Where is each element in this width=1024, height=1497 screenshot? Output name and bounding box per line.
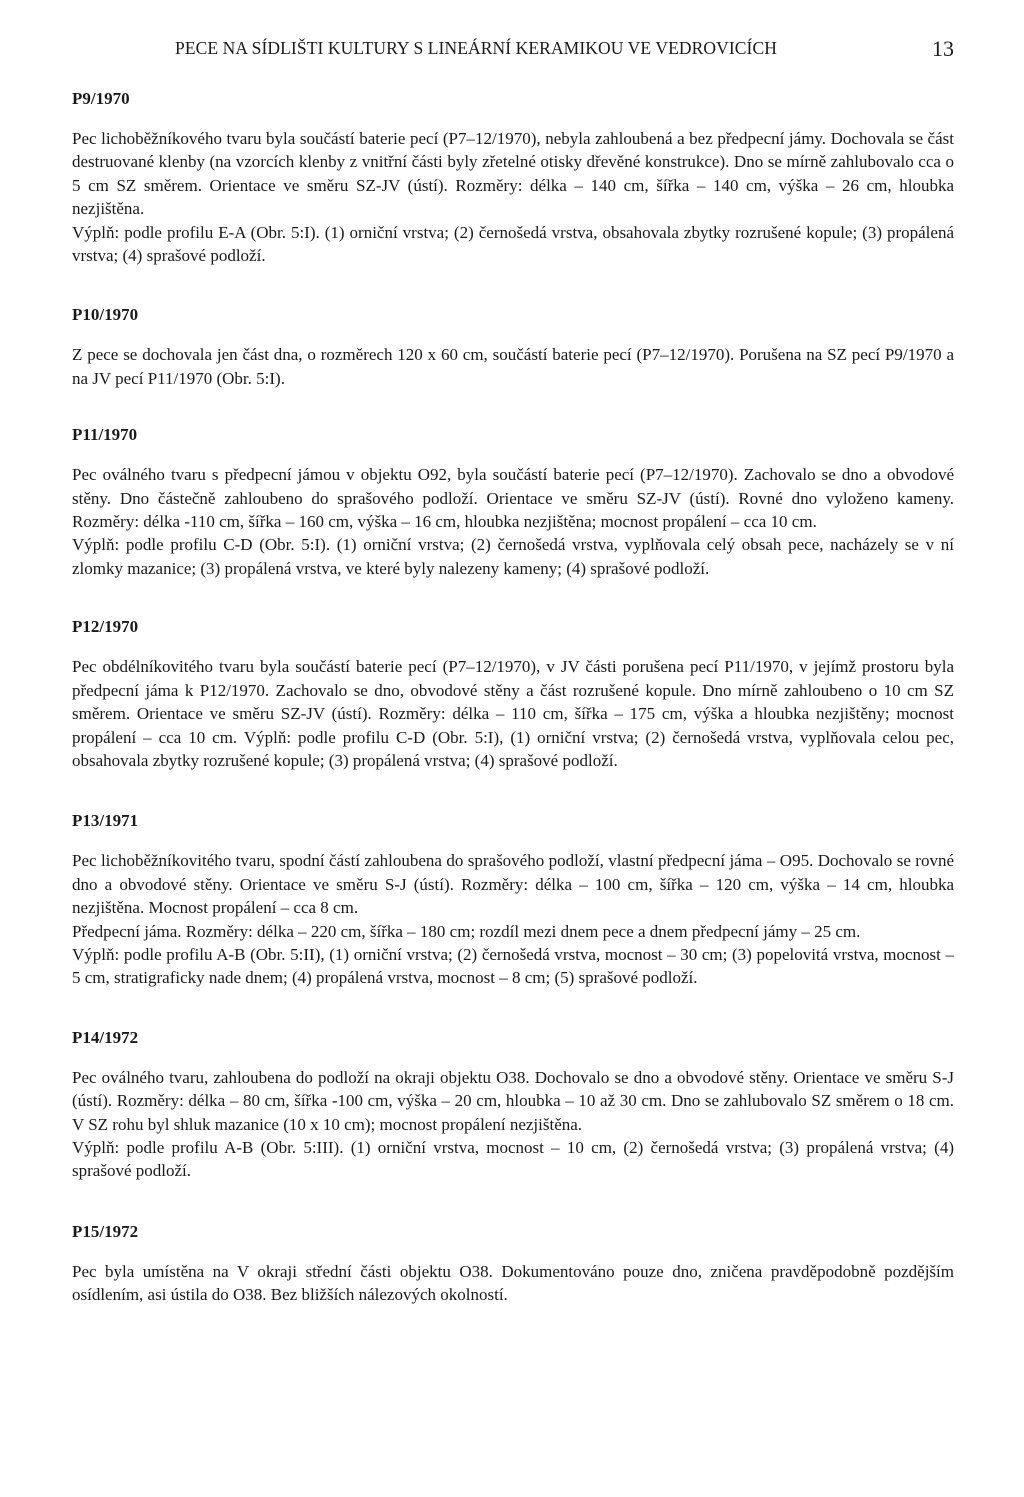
entry-p9-1970 [72,88,954,267]
entry-paragraph: Pec byla umístěna na V okraji střední části objektu O38. Dokumentováno pouze dno, zničena pravděpodobně pozdějším osídlením, asi ústila do O38. Bez bližších nálezových okolností. [72,1261,954,1305]
entry-paragraph: Z pece se dochovala jen část dna, o rozměrech 120 x 60 cm, součástí baterie pecí (P7–12/1970). Porušena na SZ pecí P9/1970 a na JV pecí P11/1970 (Obr. 5:I). [72,345,954,388]
entry-paragraph: Výplň: podle profilu A-B (Obr. 5:II), (1) orniční vrstva; (2) černošedá vrstva, mocnost – 30 cm; (3) popelovitá vrstva, mocnost – 5 cm, stratigraficky nade dnem; (4) propálená vrstva, mocnost – 8 cm; (5) sprašové podloží. [72,944,954,988]
entry-heading: P11/1970 [72,425,138,445]
entry-heading: P13/1971 [72,811,139,831]
entry-p10-1970 [72,304,954,390]
page-number: 13 [932,36,954,61]
page-header [0,36,1024,66]
entry-paragraph: Pec oválného tvaru, zahloubena do podloží na okraji objektu O38. Dochovalo se dno a obvodové stěny. Orientace ve směru S-J (ústí). Rozměry: délka – 80 cm, šířka -100 cm, výška – 20 cm, hloubka – 10 až 30 cm. Dno se zahlubovalo SZ směrem o 18 cm. V SZ rohu byl shluk mazanice (10 x 10 cm); mocnost propálení nezjištěna. [72,1067,954,1134]
entry-paragraph: Pec oválného tvaru s předpecní jámou v objektu O92, byla součástí baterie pecí (P7–12/1970). Zachovalo se dno a obvodové stěny. Dno částečně zahloubeno do sprašového podloží. Orientace ve směru SZ-JV (ústí). Rovné dno vyloženo kameny. Rozměry: délka -110 cm, šířka – 160 cm, výška – 16 cm, hloubka nezjištěna; mocnost propálení – cca 10 cm. [72,465,954,532]
entry-heading: P14/1972 [72,1027,139,1047]
entry-paragraph: Výplň: podle profilu C-D (Obr. 5:I). (1) orniční vrstva; (2) černošedá vrstva, vyplňovala celý obsah pece, nacházely se v ní zlomky mazanice; (3) propálená vrstva, ve které byly nalezeny kameny; (4) sprašové podloží. [72,535,954,578]
entry-heading: P12/1970 [72,617,139,637]
entry-heading: P10/1970 [72,305,139,325]
entry-paragraph: Výplň: podle profilu A-B (Obr. 5:III). (1) orniční vrstva, mocnost – 10 cm, (2) černošedá vrstva; (3) propálená vrstva; (4) sprašové podloží. [72,1137,954,1181]
entry-paragraph: Předpecní jáma. Rozměry: délka – 220 cm, šířka – 180 cm; rozdíl mezi dnem pece a dnem předpecní jámy – 25 cm. [72,921,861,941]
entry-p13-1971 [72,810,954,989]
entry-paragraph: Pec obdélníkovitého tvaru byla součástí baterie pecí (P7–12/1970), v JV části porušena pecí P11/1970, v jejímž prostoru byla předpecní jáma k P12/1970. Zachovalo se dno, obvodové stěny a část rozrušené kopule. Dno mírně zahloubeno o 10 cm SZ směrem. Orientace ve směru SZ-JV (ústí). Rozměry: délka – 110 cm, šířka – 175 cm, výška a hloubka nezjištěny; mocnost propálení – cca 10 cm. Výplň: podle profilu C-D (Obr. 5:I), (1) orniční vrstva; (2) černošedá vrstva, vyplňovala celou pec, obsahovala zbytky rozrušené kopule; (3) propálená vrstva; (4) sprašové podloží. [72,657,954,770]
entry-paragraph: Pec lichoběžníkového tvaru byla součástí baterie pecí (P7–12/1970), nebyla zahloubená a bez předpecní jámy. Dochovala se část destruované klenby (na vzorcích klenby z vnitřní části byly zřetelné otisky dřevěné konstrukce). Dno se mírně zahlubovalo cca o 5 cm SZ směrem. Orientace ve směru SZ-JV (ústí). Rozměry: délka – 140 cm, šířka – 140 cm, výška – 26 cm, hloubka nezjištěna. [72,129,954,219]
entry-paragraph: Pec lichoběžníkovitého tvaru, spodní částí zahloubena do sprašového podloží, vlastní předpecní jáma – O95. Dochovalo se rovné dno a obvodové stěny. Orientace ve směru S-J (ústí). Rozměry: délka – 100 cm, šířka – 120 cm, výška – 14 cm, hloubka nezjištěna. Mocnost propálení – cca 8 cm. [72,851,954,918]
entry-p12-1970 [72,616,954,772]
entry-p15-1972 [72,1221,954,1307]
entry-p11-1970 [72,424,954,580]
entry-heading: P15/1972 [72,1221,139,1241]
entry-heading: P9/1970 [72,89,130,108]
entry-p14-1972 [72,1027,954,1183]
running-title: PECE NA SÍDLIŠTI KULTURY S LINEÁRNÍ KERAMIKOU VE VEDROVICÍCH [175,38,777,58]
page-body [72,88,954,1344]
entry-paragraph: Výplň: podle profilu E-A (Obr. 5:I). (1) orniční vrstva; (2) černošedá vrstva, obsahovala zbytky rozrušené kopule; (3) propálená vrstva; (4) sprašové podloží. [72,222,954,266]
